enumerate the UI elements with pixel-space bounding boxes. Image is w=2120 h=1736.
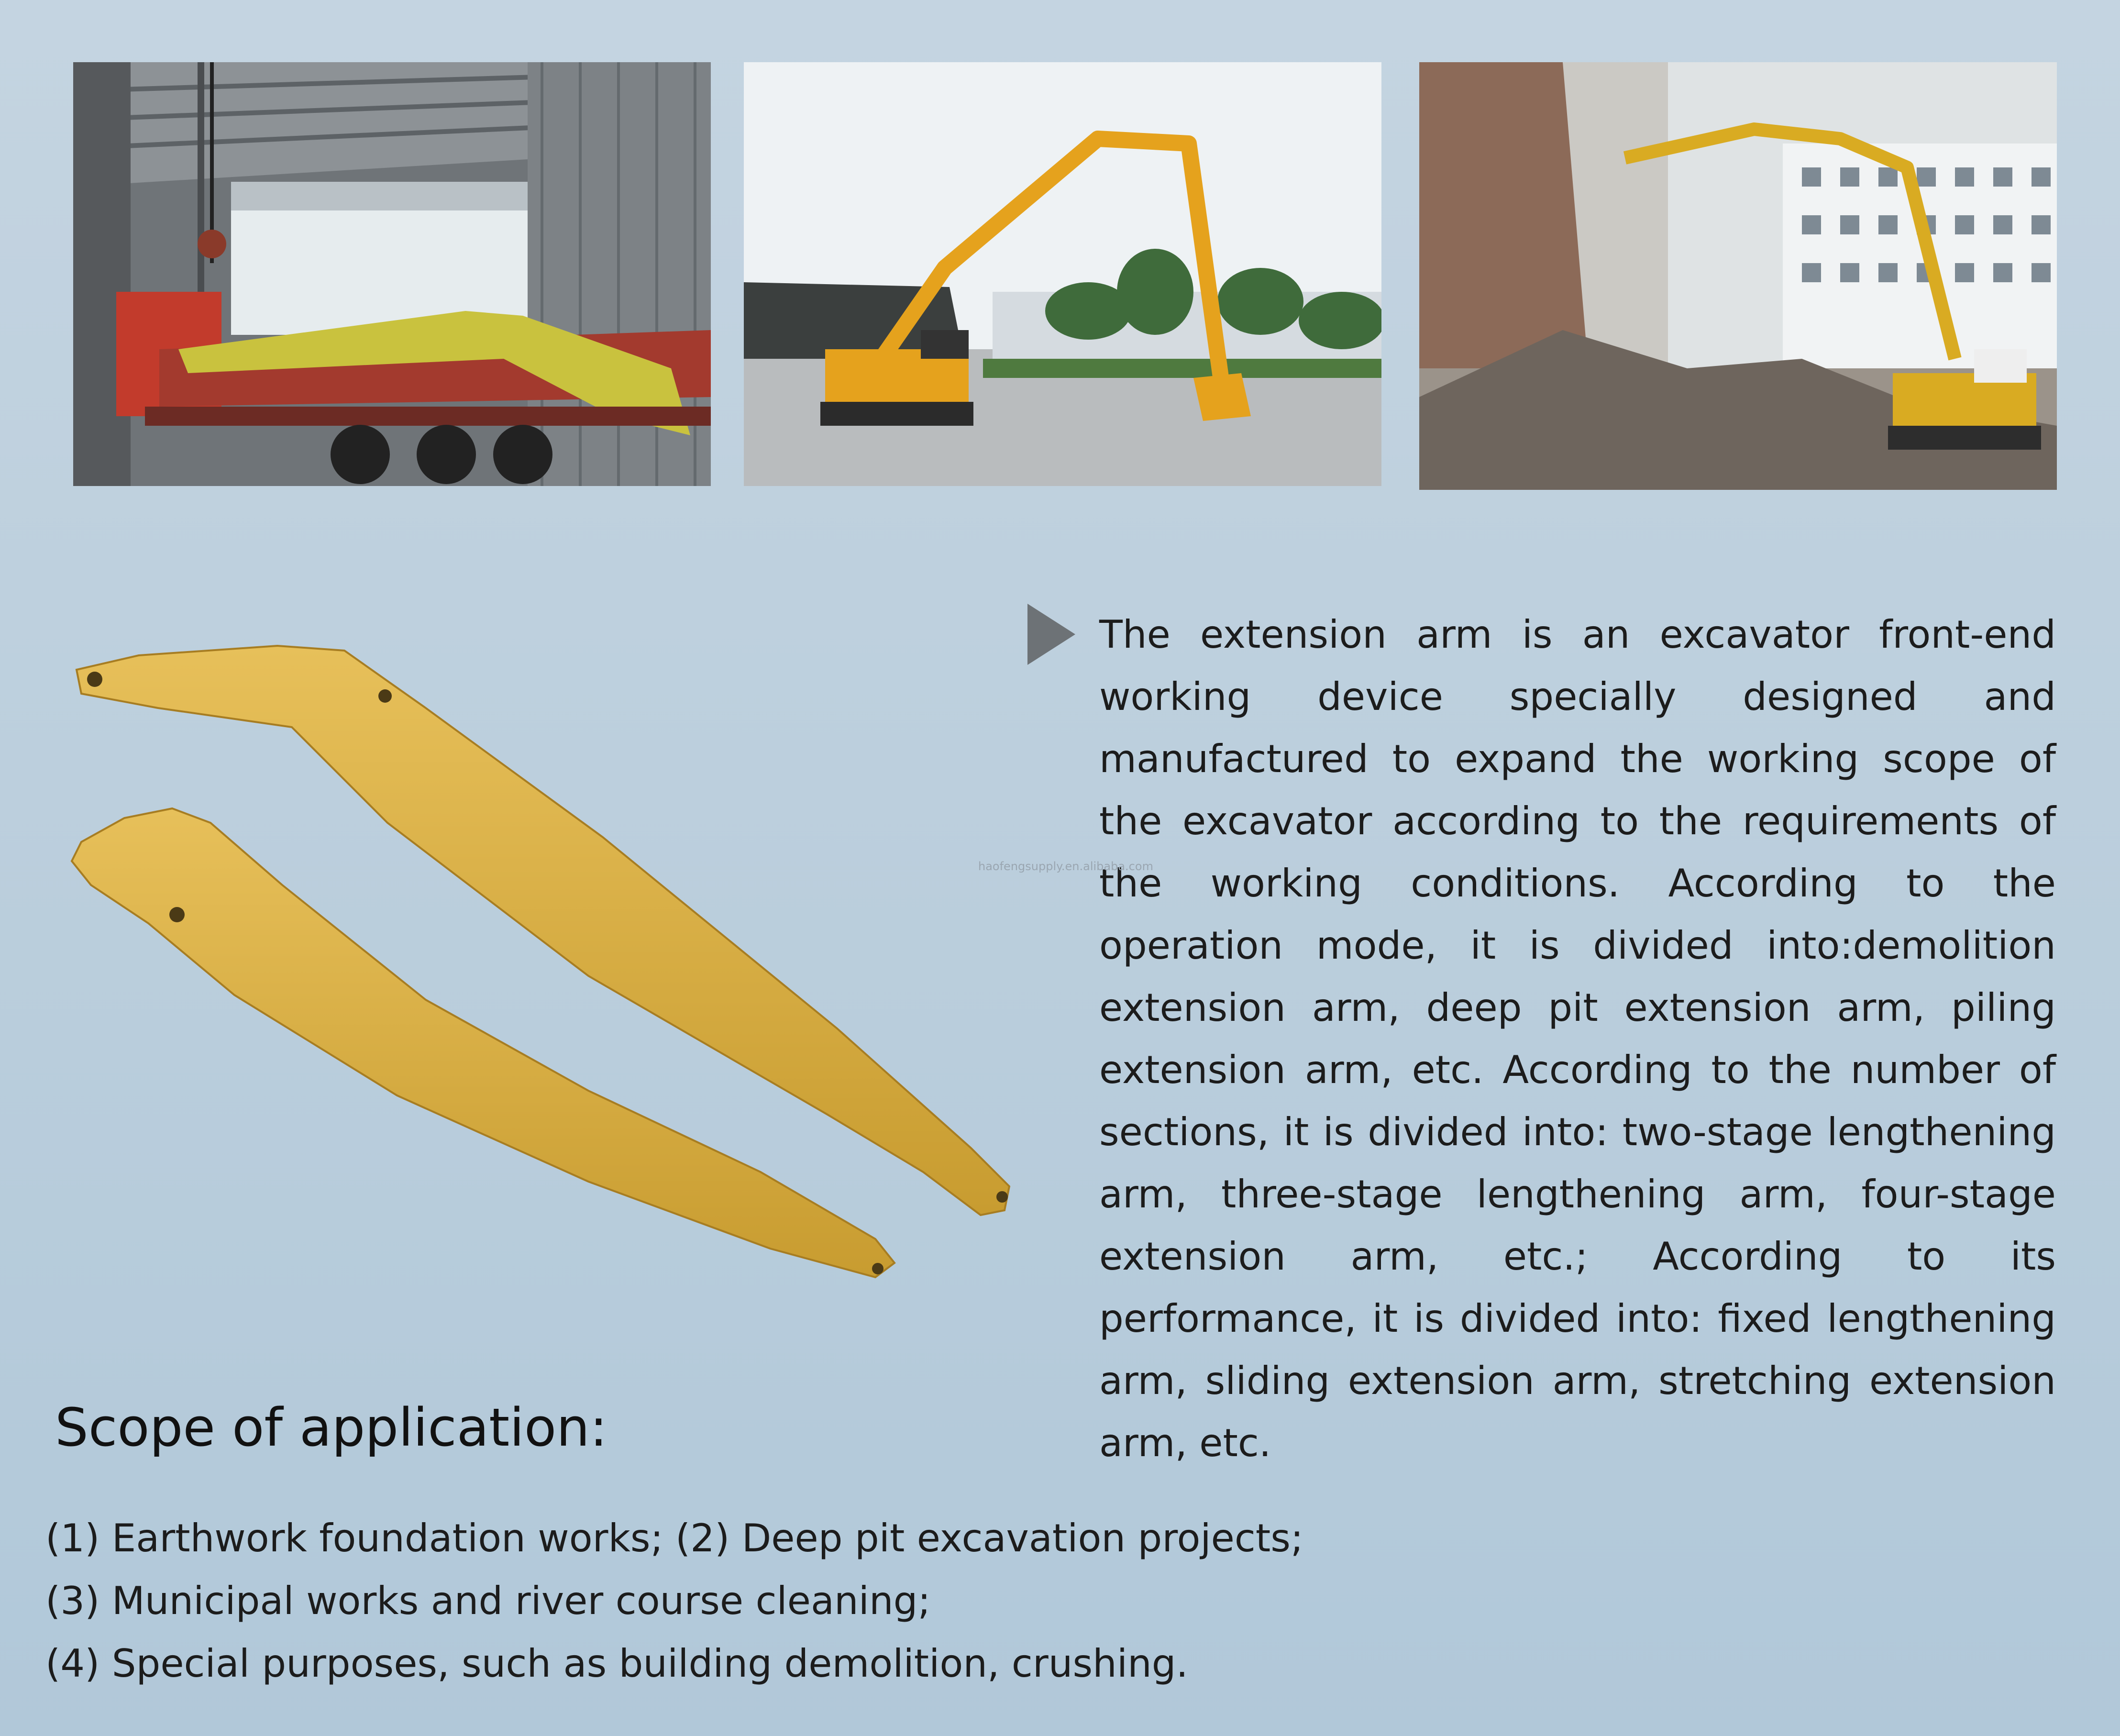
description-text: The extension arm is an excavator front-end working device specially designed and manufactured to expand the working scope of the excavator according to the requirements of the working conditions. According to the operation mode, it is divided into:demolition extension arm, deep pit extension arm, piling extension arm, etc. According to the number of sections, it is divided into: two-stage lengthening arm, three-stage lengthening arm, four-stage extension arm, etc.; According to its performance, it is divided into: fixed lengthening arm, sliding extension arm, stretching extension arm, etc. — [1099, 612, 2056, 1465]
scope-list — [45, 1507, 1303, 1695]
watermark: haofengsupply.en.alibaba.com — [978, 860, 1153, 873]
play-triangle-icon — [1027, 604, 1075, 665]
scope-item: (3) Municipal works and river course cleaning; — [45, 1579, 931, 1623]
scope-item: (1) Earthwork foundation works; (2) Deep pit excavation projects; — [45, 1516, 1303, 1560]
photo-loading-truck — [73, 62, 711, 486]
extension-arms-image — [62, 617, 1038, 1296]
photo-long-reach-excavator — [744, 62, 1381, 486]
scope-item: (4) Special purposes, such as building demolition, crushing. — [45, 1641, 1188, 1686]
photo-demolition-site — [1419, 62, 2057, 490]
scope-title: Scope of application: — [55, 1397, 607, 1458]
